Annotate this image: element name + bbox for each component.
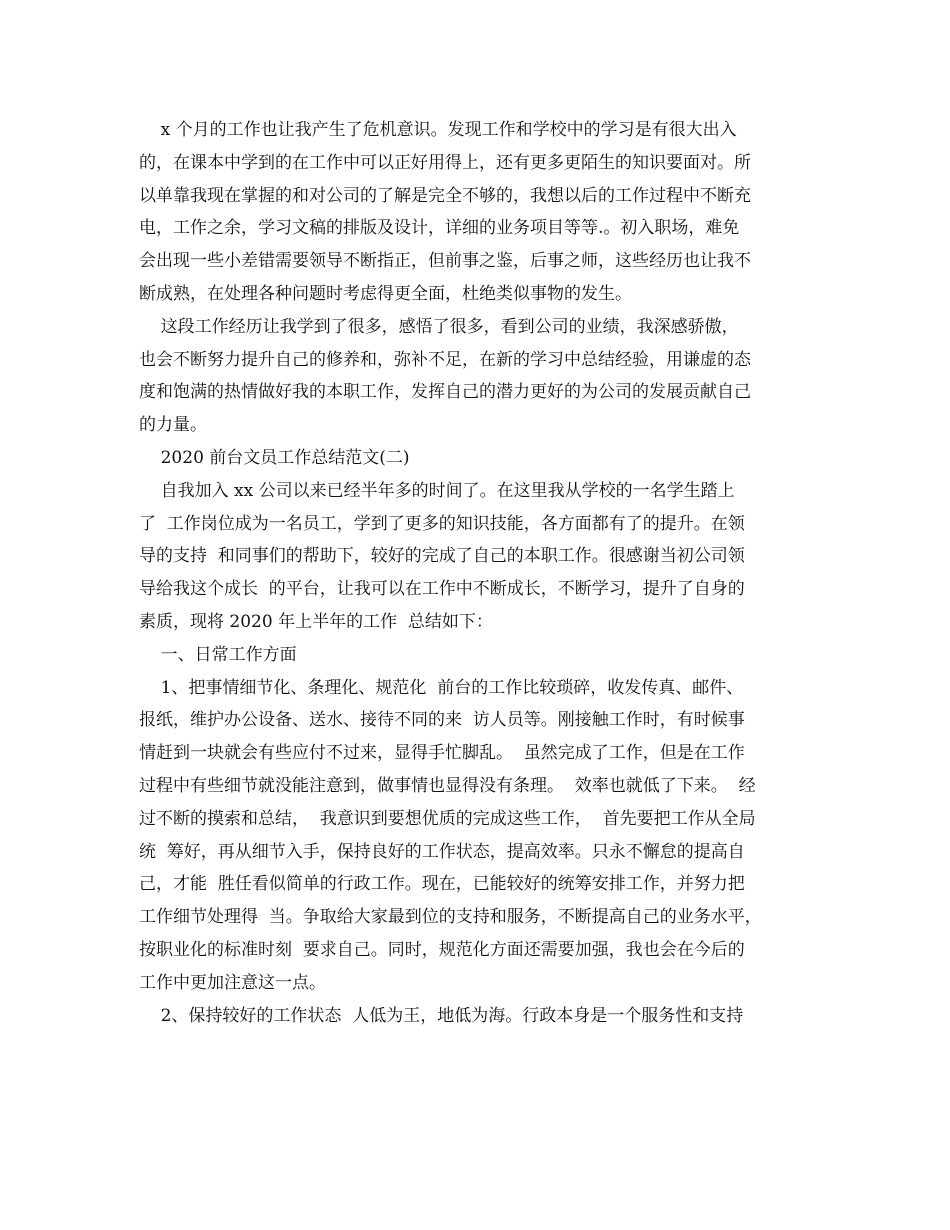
text-line: 的，在课本中学到的在工作中可以正好用得上，还有更多更陌生的知识要面对。所: [139, 152, 751, 173]
text-line: 导的支持 和同事们的帮助下，较好的完成了自己的本职工作。很感谢当初公司领: [139, 546, 745, 567]
text-line: 这段工作经历让我学到了很多，感悟了很多，看到公司的业绩，我深感骄傲，: [139, 316, 739, 337]
text-line: 情赶到一块就会有些应付不过来，显得手忙脚乱。 虽然完成了工作，但是在工作: [139, 743, 745, 764]
text-line: 的力量。: [139, 415, 207, 436]
text-line: 工作中更加注意这一点。: [139, 972, 326, 993]
text-line: 报纸，维护办公设备、送水、接待不同的来 访人员等。刚接触工作时，有时候事: [139, 710, 745, 731]
text-line: 也会不断努力提升自己的修养和，弥补不足，在新的学习中总结经验，用谦虚的态: [139, 349, 751, 370]
text-line: 素质，现将 2020 年上半年的工作 总结如下：: [139, 611, 493, 632]
text-line: 会出现一些小差错需要领导不断指正，但前事之鉴，后事之师，这些经历也让我不: [139, 251, 751, 272]
text-line: 了 工作岗位成为一名员工，学到了更多的知识技能，各方面都有了的提升。在领: [139, 513, 745, 534]
text-line: 按职业化的标准时刻 要求自己。同时，规范化方面还需要加强，我也会在今后的: [139, 939, 745, 960]
text-line: 1、把事情细节化、条理化、规范化 前台的工作比较琐碎，收发传真、邮件、: [139, 677, 744, 698]
text-line: x 个月的工作也让我产生了危机意识。发现工作和学校中的学习是有很大出入: [139, 120, 737, 140]
text-line: 过不断的摸索和总结， 我意识到要想优质的完成这些工作， 首先要把工作从全局: [139, 808, 756, 829]
text-line: 己，才能 胜任看似简单的行政工作。现在，已能较好的统筹安排工作，并努力把: [139, 874, 745, 895]
text-line: 工作细节处理得 当。争取给大家最到位的支持和服务，不断提高自己的业务水平，: [139, 907, 762, 928]
text-line: 自我加入 xx 公司以来已经半年多的时间了。在这里我从学校的一名学生踏上: [139, 480, 735, 501]
text-line: 过程中有些细节就没能注意到，做事情也显得没有条理。 效率也就低了下来。 经: [139, 775, 756, 796]
text-line: 电，工作之余，学习文稿的排版及设计，详细的业务项目等等.。初入职场，难免: [139, 218, 740, 239]
subsection-heading: 一、日常工作方面: [139, 644, 297, 665]
text-line: 2、保持较好的工作状态 人低为王，地低为海。行政本身是一个服务性和支持: [139, 1005, 744, 1026]
text-line: 断成熟，在处理各种问题时考虑得更全面，杜绝类似事物的发生。: [139, 283, 632, 304]
text-line: 导给我这个成长 的平台，让我可以在工作中不断成长，不断学习，提升了自身的: [139, 579, 745, 600]
text-line: 度和饱满的热情做好我的本职工作，发挥自己的潜力更好的为公司的发展贡献自己: [139, 382, 751, 403]
text-line: 以单靠我现在掌握的和对公司的了解是完全不够的，我想以后的工作过程中不断充: [139, 185, 751, 206]
text-line: 统 筹好，再从细节入手，保持良好的工作状态，提高效率。只永不懈怠的提高自: [139, 841, 745, 862]
document-body: [139, 114, 823, 1032]
section-heading: 2020 前台文员工作总结范文(二): [139, 447, 410, 468]
